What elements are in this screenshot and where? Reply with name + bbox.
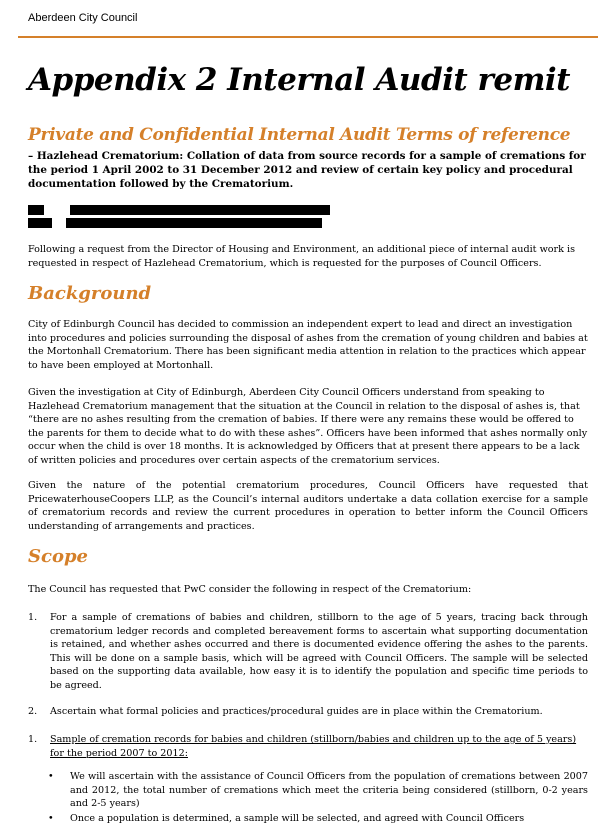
background-paragraph: Given the investigation at City of Edinburgh, Aberdeen City Council Officers understand from speaking to Hazlehead Crematorium management that the situation at the Council in relation to the disposal of ashes is, that “there are no ashes resulting from the cremation of babies. If there were any remains these would be offered to the parents for them to decide what to do with these ashes”. Officers have been informed that ashes normally only occur when the child is over 18 months. It is acknowledged by Officers that at present there appears to be a lack of written policies and procedures over certain aspects of the crematorium services. xyxy=(28,387,588,466)
bullet-dot: • xyxy=(48,771,54,782)
scope-heading: Scope xyxy=(28,546,89,567)
bullet-text: We will ascertain with the assistance of Council Officers from the population of cremations between 2007 and 2012, the total number of cremations which meet the criteria being considered (stillborn, 0-2 years and 2-5 years) xyxy=(70,771,588,809)
list-number: 1. xyxy=(28,612,38,623)
background-paragraph: Given the nature of the potential crematorium procedures, Council Officers have requested that PricewaterhouseCoopers LLP, as the Council’s internal auditors undertake a data collation exercise for a sample of crematorium records and review the current procedures in operation to better inform the Council Officers understanding of arrangements and practices. xyxy=(28,480,588,532)
background-paragraph: City of Edinburgh Council has decided to commission an independent expert to lead and direct an investigation into procedures and policies surrounding the disposal of ashes from the cremation of young children and babies at the Mortonhall Crematorium. There has been significant media attention in relation to the practices which appear to have been employed at Mortonhall. xyxy=(28,319,588,371)
bullet-dot: • xyxy=(48,813,54,824)
header-rule xyxy=(18,36,598,38)
subtitle: Private and Confidential Internal Audit Terms of reference xyxy=(28,125,571,145)
intro-paragraph: Following a request from the Director of Housing and Environment, an additional piece of internal audit work is requested in respect of Hazlehead Crematorium, which is requested for the purposes of Council Officers. xyxy=(28,244,576,269)
redaction-block xyxy=(28,205,44,215)
page-title: Appendix 2 Internal Audit remit xyxy=(28,62,570,98)
list-text: For a sample of cremations of babies and children, stillborn to the age of 5 years, tracing back through crematorium ledger records and completed bereavement forms to ascertain what supporting documentation is retained, and whether ashes occurred and there is documented evidence offering the ashes to the parents. This will be done on a sample basis, which will be agreed with Council Officers. The sample will be selected based on the supporting data available, how easy it is to identify the population and specific time periods to be agreed. xyxy=(50,612,588,691)
list-text: Ascertain what formal policies and practices/procedural guides are in place within the Crematorium. xyxy=(50,706,543,717)
header-organization: Aberdeen City Council xyxy=(28,12,138,24)
redaction-block xyxy=(70,205,330,215)
redaction-block xyxy=(66,218,322,228)
scope-intro: The Council has requested that PwC consider the following in respect of the Crematorium: xyxy=(28,584,472,595)
redaction-block xyxy=(28,218,52,228)
subtitle-detail: – Hazlehead Crematorium: Collation of data from source records for a sample of cremations for the period 1 April 2002 to 31 December 2012 and review of certain key policy and procedural documentation followed by the Crematorium. xyxy=(28,150,586,190)
list-text: Sample of cremation records for babies and children (stillborn/babies and children up to the age of 5 years) for the period 2007 to 2012: xyxy=(50,734,577,759)
bullet-text: Once a population is determined, a sample will be selected, and agreed with Council Officers xyxy=(70,813,525,824)
list-number: 2. xyxy=(28,706,38,717)
list-number: 1. xyxy=(28,734,38,745)
background-heading: Background xyxy=(28,283,152,304)
